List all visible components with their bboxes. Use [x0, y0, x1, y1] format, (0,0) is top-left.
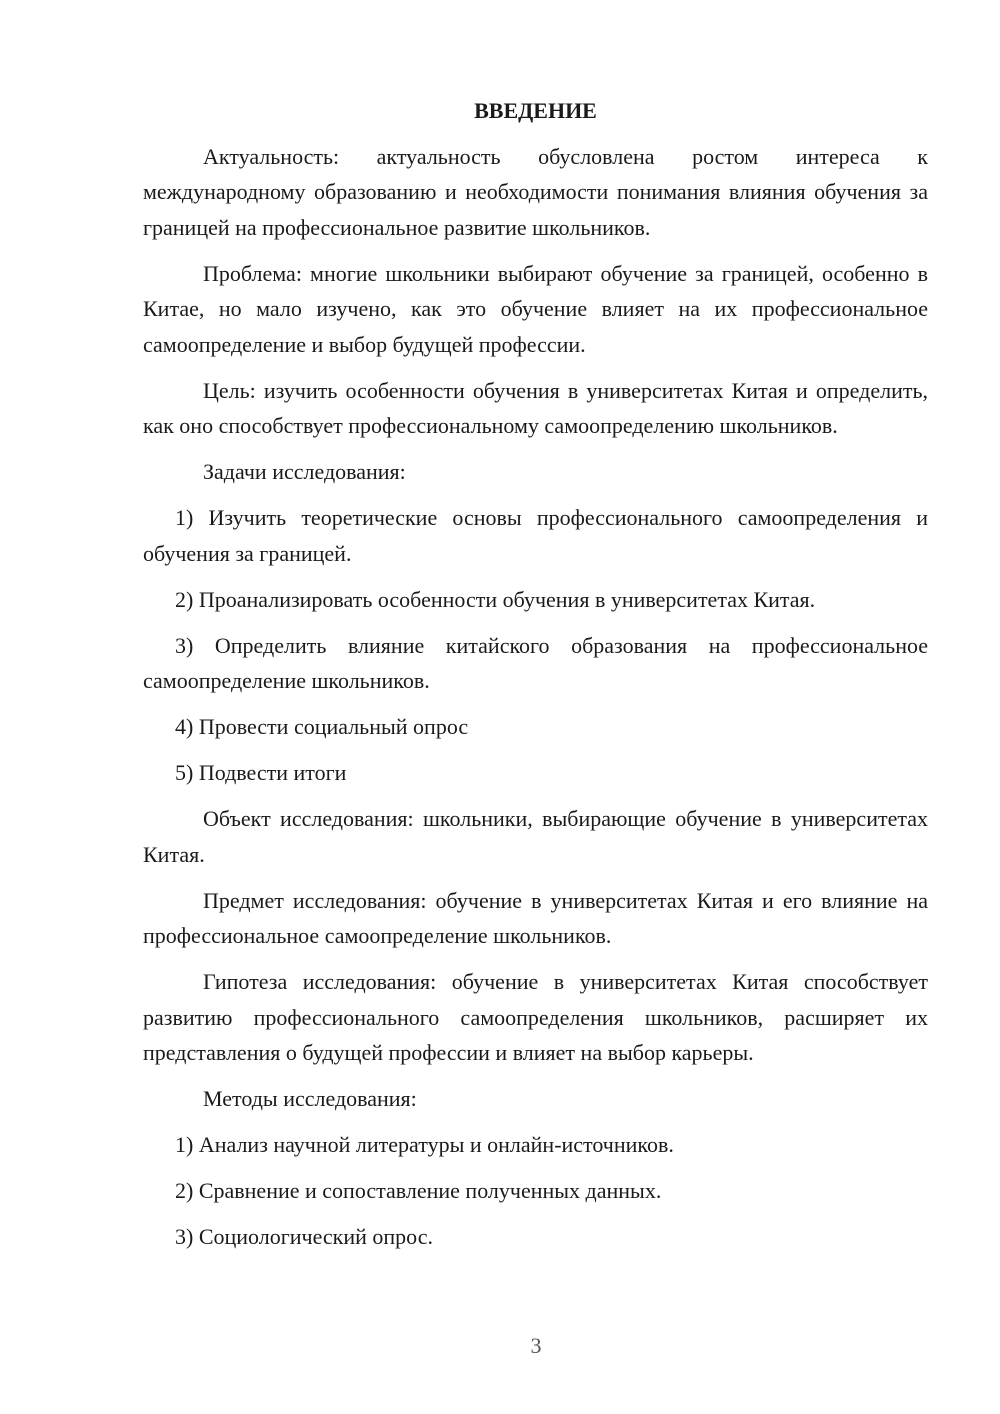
method-item-2: 2) Сравнение и сопоставление полученных данных. — [175, 1178, 662, 1203]
task-item-5: 5) Подвести итоги — [175, 760, 347, 785]
paragraph-methods-heading: Методы исследования: — [203, 1086, 417, 1111]
paragraph-tasks-heading: Задачи исследования: — [203, 459, 406, 484]
paragraph-relevance: Актуальность: актуальность обусловлена ростом интереса к международному образованию и необходимости понимания влияния обучения за границей на профессиональное развитие школьников. — [143, 143, 928, 240]
task-item-3: 3) Определить влияние китайского образования на профессиональное самоопределение школьников. — [143, 632, 928, 693]
page-content — [143, 93, 928, 1265]
page-title: ВВЕДЕНИЕ — [474, 98, 597, 123]
task-item-2: 2) Проанализировать особенности обучения в университетах Китая. — [175, 586, 816, 612]
task-item-4: 4) Провести социальный опрос — [175, 714, 469, 739]
method-item-3: 3) Социологический опрос. — [175, 1224, 433, 1249]
task-item-1: 1) Изучить теоретические основы профессионального самоопределения и обучения за границей. — [143, 505, 928, 566]
paragraph-goal: Цель: изучить особенности обучения в университетах Китая и определить, как оно способствует профессиональному самоопределению школьников. — [143, 377, 928, 438]
paragraph-subject: Предмет исследования: обучение в университетах Китая и его влияние на профессиональное самоопределение школьников. — [143, 887, 928, 948]
method-item-1: 1) Анализ научной литературы и онлайн-источников. — [175, 1132, 674, 1157]
page-number: 3 — [530, 1333, 542, 1358]
paragraph-hypothesis: Гипотеза исследования: обучение в университетах Китая способствует развитию профессионального самоопределения школьников, расширяет их представления о будущей профессии и влияет на выбор карьеры. — [143, 969, 928, 1065]
paragraph-object: Объект исследования: школьники, выбирающие обучение в университетах Китая. — [143, 806, 928, 867]
paragraph-problem: Проблема: многие школьники выбирают обучение за границей, особенно в Китае, но мало изучено, как это обучение влияет на их профессиональное самоопределение и выбор будущей профессии. — [143, 260, 928, 357]
